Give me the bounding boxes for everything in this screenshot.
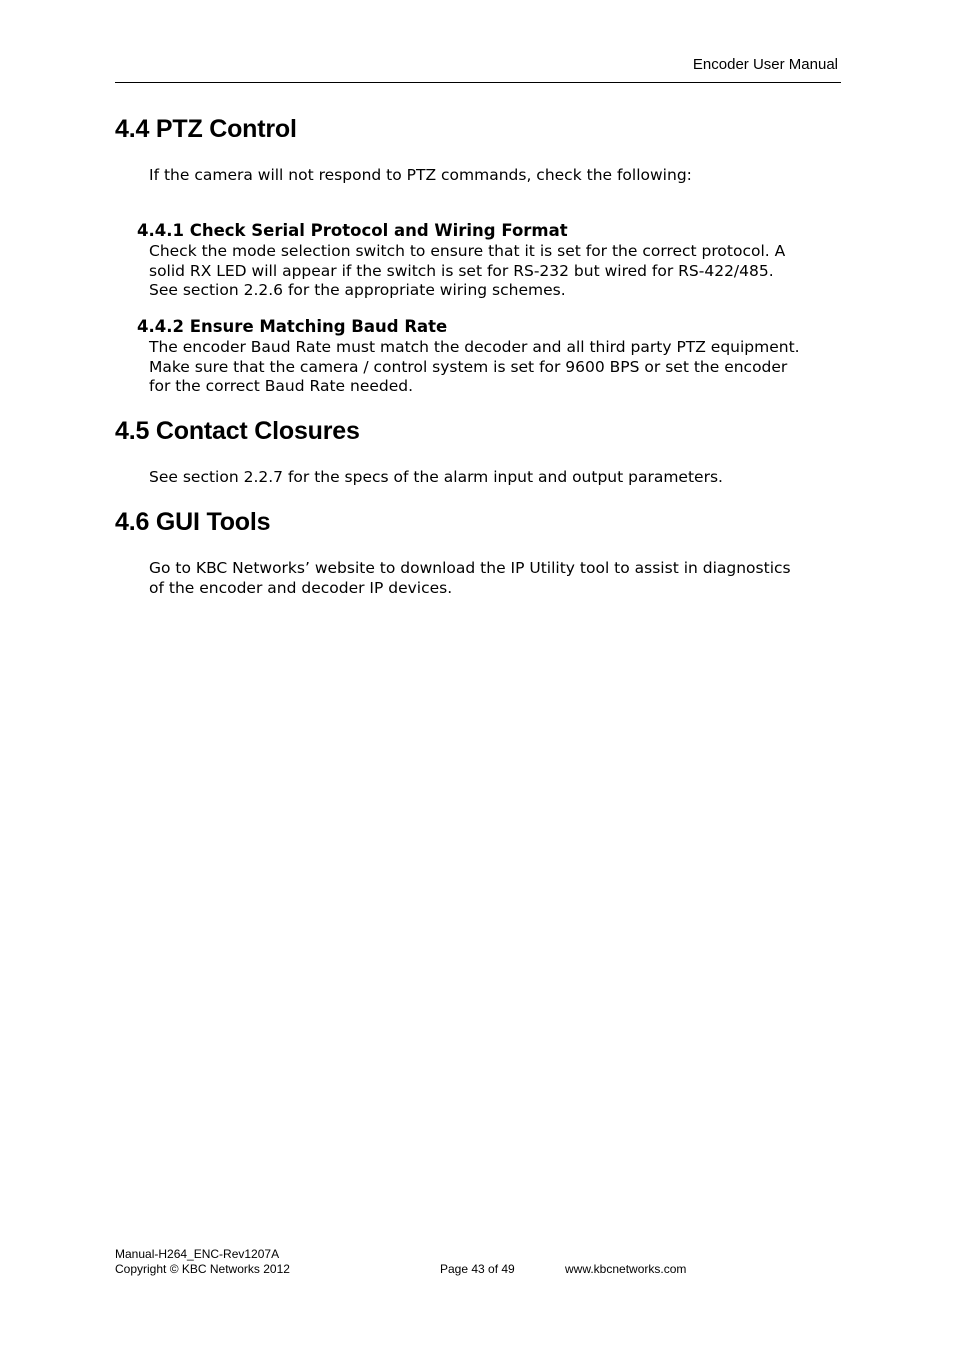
paragraph-line: The encoder Baud Rate must match the decoder and all third party PTZ equipment. bbox=[149, 338, 800, 356]
paragraph-line: solid RX LED will appear if the switch is set for RS-232 but wired for RS-422/485. bbox=[149, 261, 774, 280]
header-divider bbox=[115, 82, 841, 83]
section-heading-4-4: 4.4 PTZ Control bbox=[115, 115, 297, 143]
paragraph-line: See section 2.2.7 for the specs of the alarm input and output parameters. bbox=[149, 468, 723, 486]
subsection-4-4-2-body bbox=[149, 338, 800, 397]
footer-doc-id: Manual-H264_ENC-Rev1207A bbox=[115, 1247, 280, 1261]
subsection-heading-4-4-2: 4.4.2 Ensure Matching Baud Rate bbox=[137, 317, 448, 336]
section-heading-4-5: 4.5 Contact Closures bbox=[115, 417, 360, 445]
paragraph-line: Go to KBC Networks’ website to download the IP Utility tool to assist in diagnostics bbox=[149, 559, 791, 577]
footer-copyright: Copyright © KBC Networks 2012 bbox=[115, 1262, 290, 1276]
section-4-6-body bbox=[149, 559, 791, 598]
paragraph-line: If the camera will not respond to PTZ commands, check the following: bbox=[149, 166, 692, 184]
section-heading-4-6: 4.6 GUI Tools bbox=[115, 508, 271, 536]
subsection-4-4-1-body bbox=[149, 242, 785, 301]
paragraph-line: of the encoder and decoder IP devices. bbox=[149, 578, 453, 597]
running-header-title: Encoder User Manual bbox=[692, 56, 838, 73]
subsection-heading-4-4-1: 4.4.1 Check Serial Protocol and Wiring Format bbox=[137, 221, 568, 240]
footer-page-number: Page 43 of 49 bbox=[440, 1262, 515, 1276]
paragraph-line: Make sure that the camera / control system is set for 9600 BPS or set the encoder bbox=[149, 357, 788, 376]
paragraph-line: for the correct Baud Rate needed. bbox=[149, 377, 414, 395]
paragraph-line: See section 2.2.6 for the appropriate wiring schemes. bbox=[149, 281, 566, 299]
paragraph-line: Check the mode selection switch to ensure that it is set for the correct protocol. A bbox=[149, 242, 786, 260]
section-4-5-body bbox=[149, 468, 723, 488]
footer-website-link[interactable]: www.kbcnetworks.com bbox=[565, 1262, 687, 1276]
section-4-4-intro bbox=[149, 166, 692, 186]
